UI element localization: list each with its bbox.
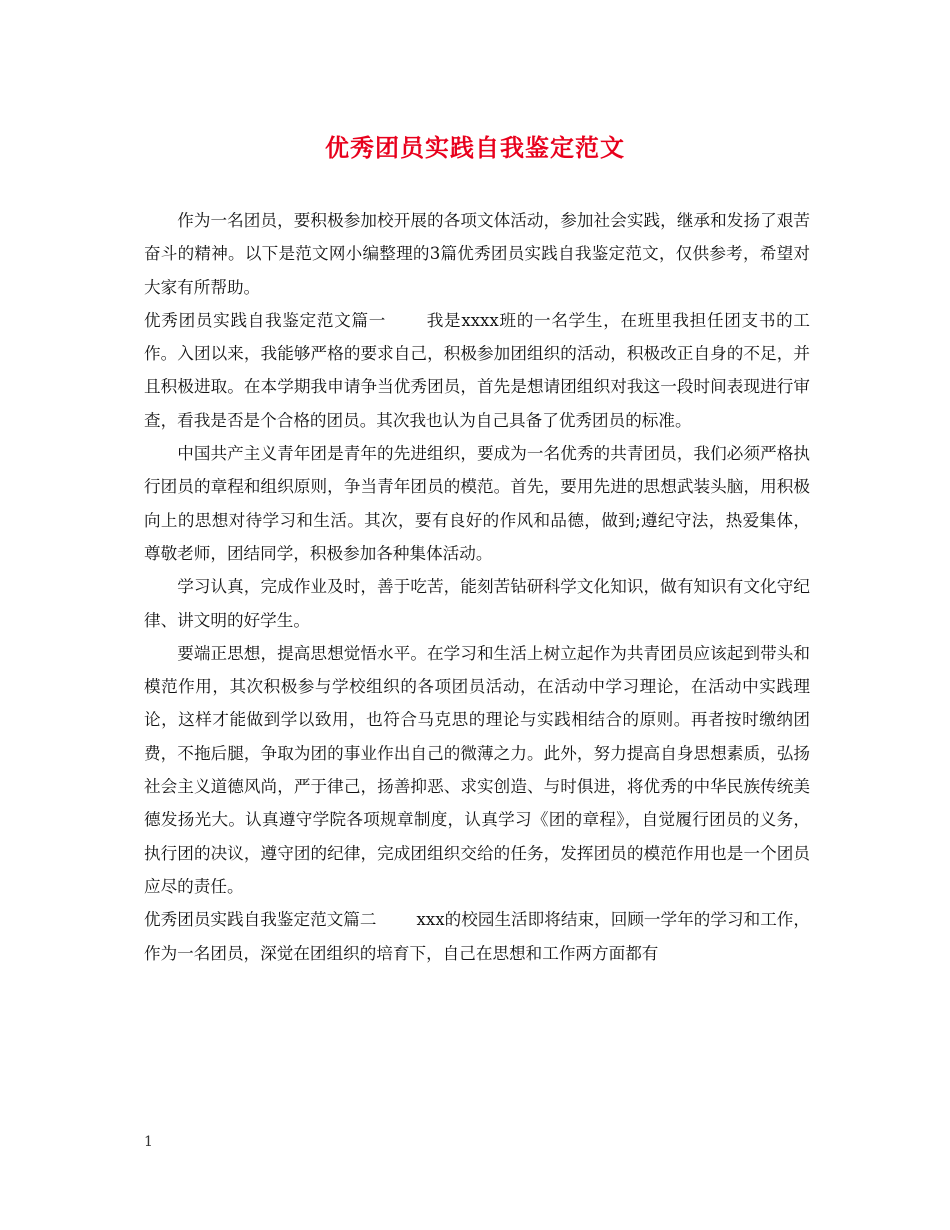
section-2-heading: 优秀团员实践自我鉴定范文篇二 [144, 910, 377, 930]
section-1-paragraph [144, 304, 810, 437]
document-body [144, 204, 810, 970]
section-1-paragraph-3: 学习认真，完成作业及时，善于吃苦，能刻苦钻研科学文化知识，做有知识有文化守纪律、讲文明的好学生。 [144, 577, 810, 630]
section-2-lead-text: xxx的校园生活即将结束，回顾一学年的学习和工作，作为一名团员，深觉在团组织的培育下，自己在思想和工作两方面都有 [144, 910, 811, 963]
section-2-paragraph [144, 903, 810, 970]
section-1-paragraph-2: 中国共产主义青年团是青年的先进组织，要成为一名优秀的共青团员，我们必须严格执行团员的章程和组织原则，争当青年团员的模范。首先，要用先进的思想武装头脑，用积极向上的思想对待学习和生活。其次，要有良好的作风和品德，做到;遵纪守法，热爱集体，尊敬老师，团结同学，积极参加各种集体活动。 [144, 444, 810, 563]
section-1-lead-text: 我是xxxx班的一名学生，在班里我担任团支书的工作。入团以来，我能够严格的要求自己，积极参加团组织的活动，积极改正自身的不足，并且积极进取。在本学期我申请争当优秀团员，首先是想请团组织对我这一段时间表现进行审查，看我是否是个合格的团员。其次我也认为自己具备了优秀团员的标准。 [144, 310, 810, 430]
intro-paragraph: 作为一名团员，要积极参加校开展的各项文体活动，参加社会实践，继承和发扬了艰苦奋斗的精神。以下是范文网小编整理的3篇优秀团员实践自我鉴定范文，仅供参考，希望对大家有所帮助。 [144, 211, 810, 297]
section-1-heading: 优秀团员实践自我鉴定范文篇一 [144, 310, 387, 330]
document-title: 优秀团员实践自我鉴定范文 [325, 133, 625, 162]
page-number: 1 [144, 1134, 153, 1150]
section-1-paragraph-4: 要端正思想，提高思想觉悟水平。在学习和生活上树立起作为共青团员应该起到带头和模范作用，其次积极参与学校组织的各项团员活动，在活动中学习理论，在活动中实践理论，这样才能做到学以致用，也符合马克思的理论与实践相结合的原则。再者按时缴纳团费，不拖后腿，争取为团的事业作出自己的微薄之力。此外，努力提高自身思想素质，弘扬社会主义道德风尚，严于律己，扬善抑恶、求实创造、与时俱进，将优秀的中华民族传统美德发扬光大。认真遵守学院各项规章制度，认真学习《团的章程》，自觉履行团员的义务，执行团的决议，遵守团的纪律，完成团组织交给的任务，发挥团员的模范作用也是一个团员应尽的责任。 [144, 643, 810, 896]
